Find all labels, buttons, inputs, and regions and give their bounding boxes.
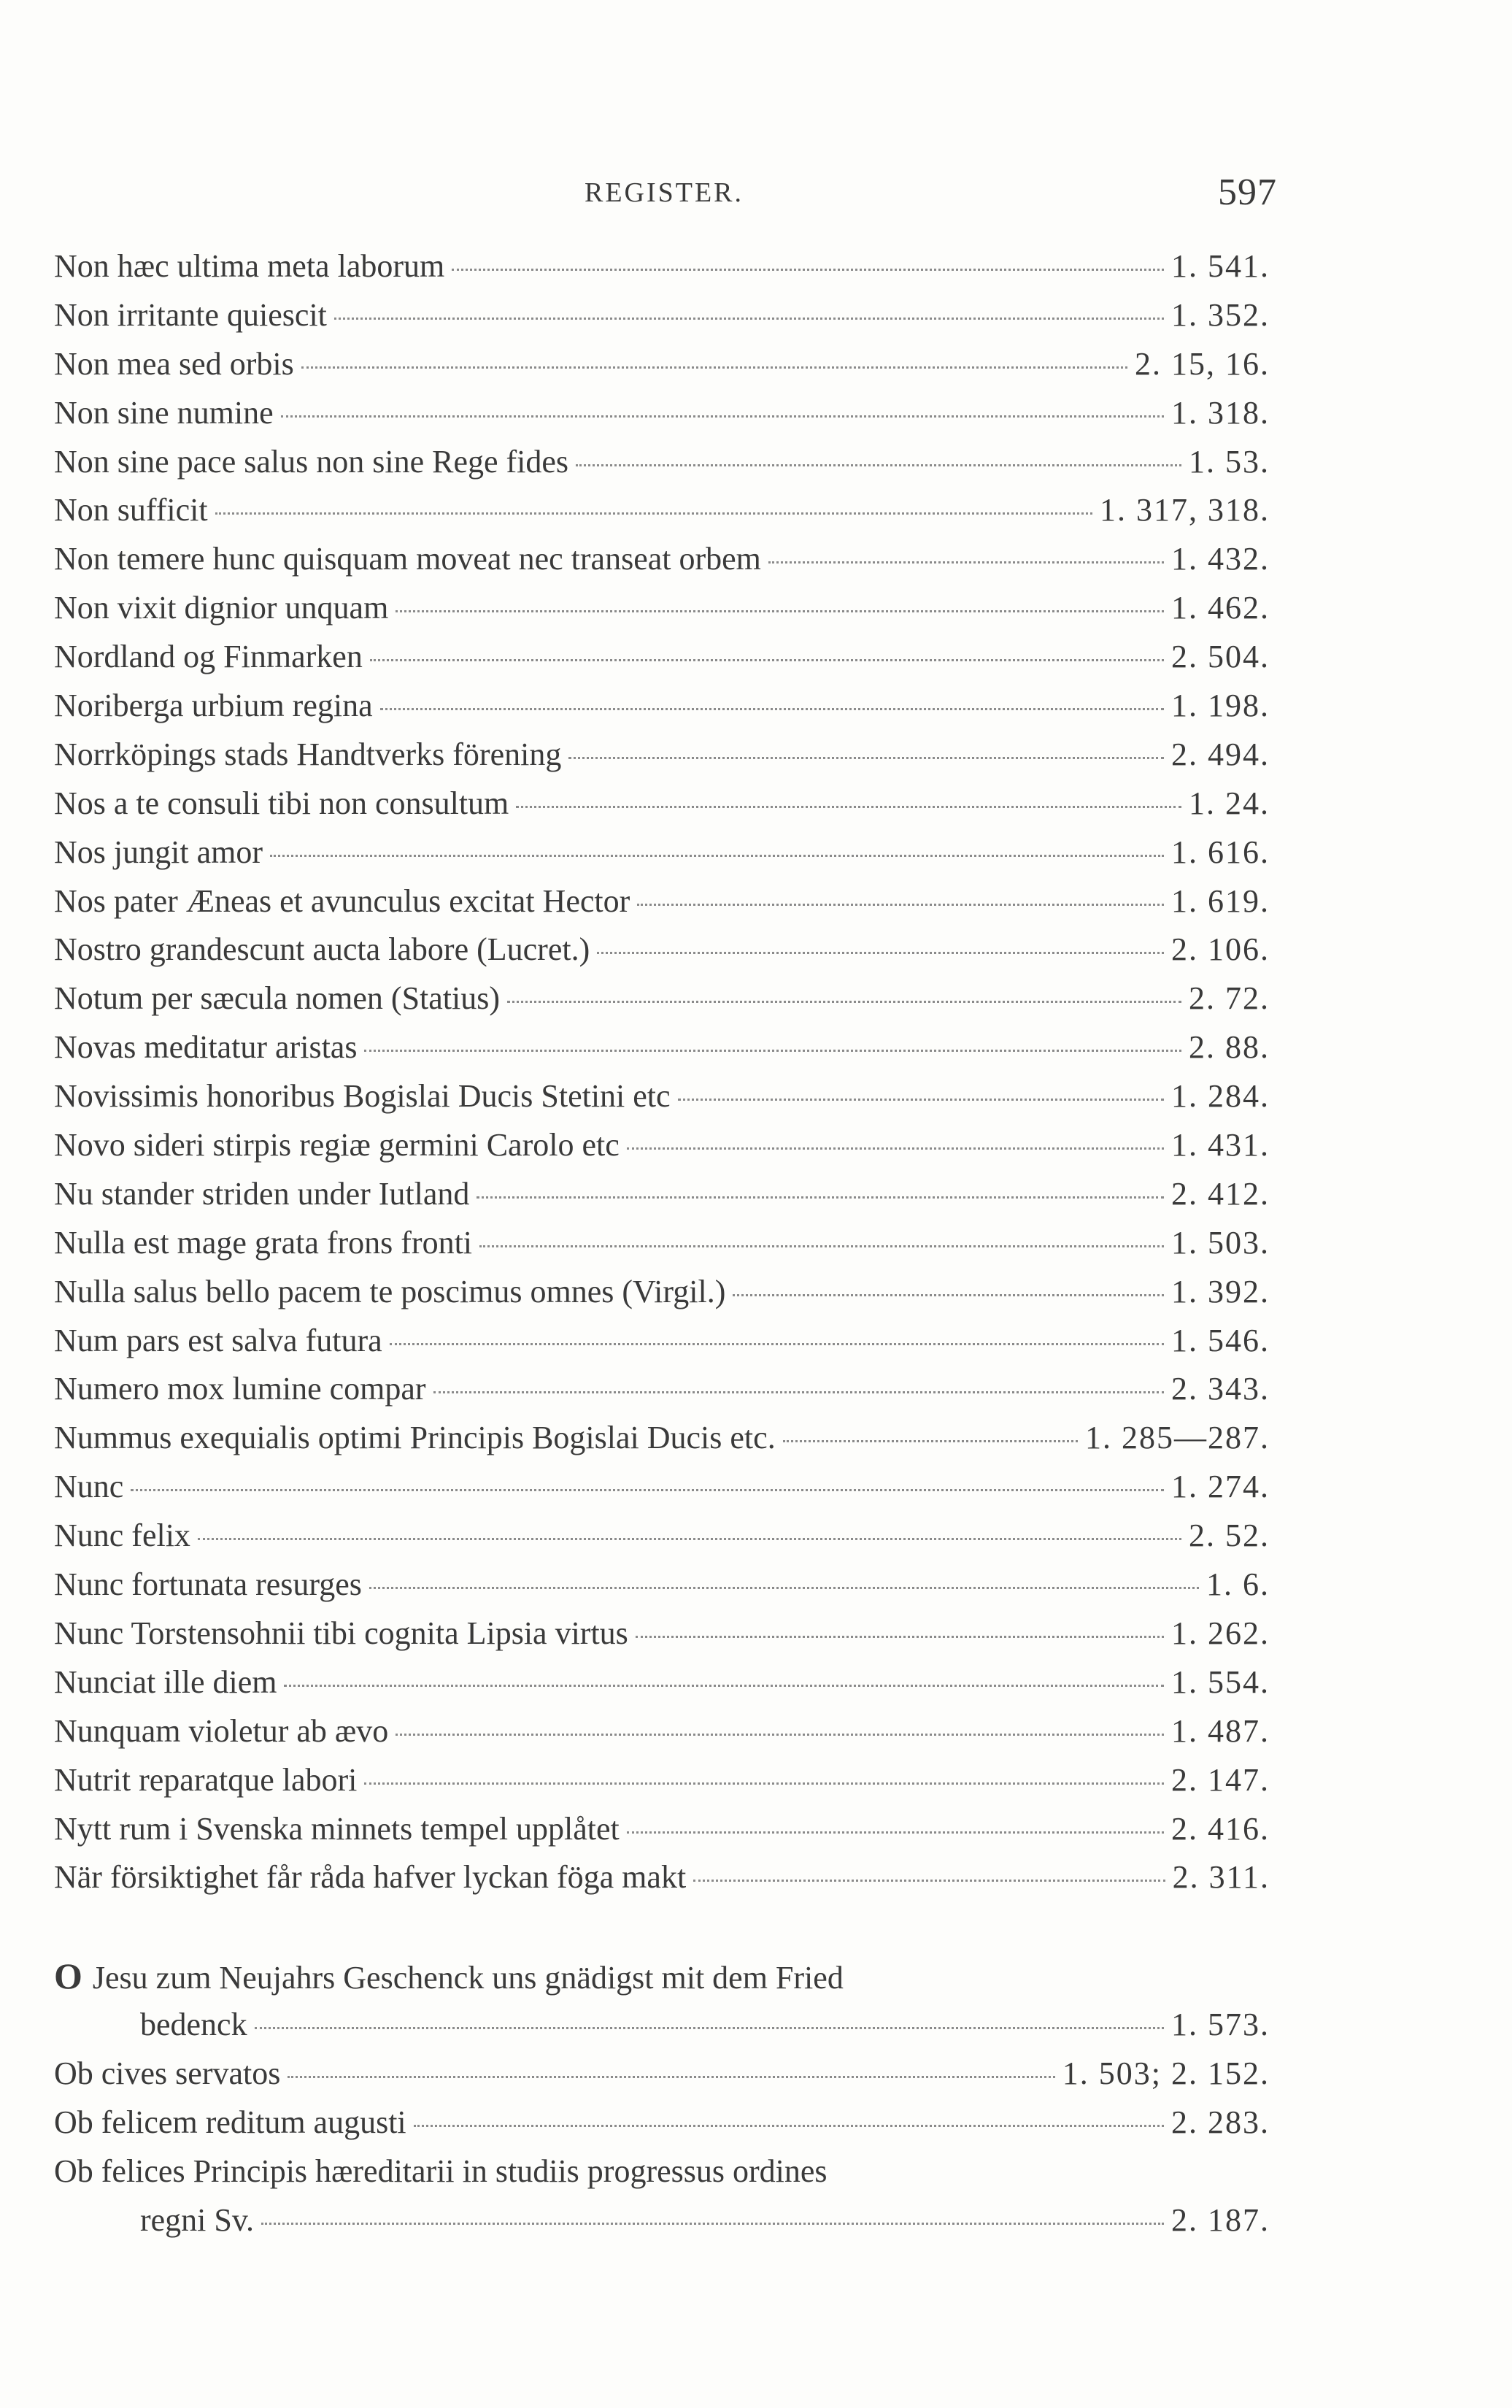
entry-reference: 1. 573. — [1171, 2007, 1270, 2043]
dot-leader — [637, 902, 1164, 906]
entry-reference: 2. 412. — [1171, 1175, 1270, 1212]
entry-title: Novo sideri stirpis regiæ germini Carolo etc — [54, 1127, 620, 1163]
entry-reference: 2. 187. — [1171, 2201, 1270, 2238]
entry-reference: 2. 416. — [1171, 1810, 1270, 1847]
entry-title: Numero mox lumine compar — [54, 1371, 426, 1407]
entry-title: Non hæc ultima meta laborum — [54, 248, 445, 284]
dot-leader — [364, 1781, 1164, 1785]
dot-leader — [433, 1390, 1164, 1393]
dropcap-letter: O — [54, 1955, 82, 1997]
dot-leader — [390, 1342, 1164, 1345]
list-item — [54, 1756, 1270, 1805]
entry-reference: 1. 53. — [1189, 443, 1270, 480]
dot-leader — [693, 1878, 1165, 1882]
list-item — [54, 2147, 1270, 2245]
entry-title: Novas meditatur aristas — [54, 1029, 358, 1066]
entry-reference: 2. 283. — [1171, 2104, 1270, 2140]
list-item — [54, 1121, 1270, 1170]
dot-leader — [733, 1293, 1164, 1296]
entry-reference: 1. 462. — [1171, 590, 1270, 626]
entry-title: När försiktighet får råda hafver lyckan föga makt — [54, 1859, 687, 1896]
dot-leader — [380, 707, 1164, 710]
entry-reference: 1. 262. — [1171, 1615, 1270, 1651]
entry-title: Nordland og Finmarken — [54, 639, 363, 675]
list-item — [54, 1219, 1270, 1268]
list-item — [54, 1609, 1270, 1658]
entry-reference: 1. 284. — [1171, 1078, 1270, 1115]
entry-reference: 1. 503. — [1171, 1224, 1270, 1261]
list-item — [54, 828, 1270, 877]
entry-title: Non temere hunc quisquam moveat nec transeat orbem — [54, 541, 761, 577]
entry-title: Non sufficit — [54, 492, 208, 528]
dot-leader — [396, 1732, 1164, 1736]
list-item — [54, 584, 1270, 633]
dot-leader — [678, 1097, 1164, 1101]
entry-title: Nunc felix — [54, 1517, 190, 1554]
entry-title: Jesu zum Neujahrs Geschenck uns gnädigst mit dem Fried — [92, 1960, 844, 1996]
entry-title: Nunc — [54, 1469, 124, 1505]
list-item — [54, 1707, 1270, 1756]
entry-title: Notum per sæcula nomen (Statius) — [54, 980, 501, 1017]
entry-reference: 1. 503; 2. 152. — [1062, 2055, 1270, 2092]
dot-leader — [452, 267, 1164, 271]
entry-title: Ob felicem reditum augusti — [54, 2104, 406, 2140]
dot-leader — [627, 1146, 1164, 1150]
entry-reference: 1. 487. — [1171, 1712, 1270, 1749]
entry-title: Nunc fortunata resurges — [54, 1566, 362, 1603]
entry-reference: 1. 616. — [1171, 834, 1270, 870]
entry-reference: 1. 431. — [1171, 1127, 1270, 1163]
entry-title: Num pars est salva futura — [54, 1322, 382, 1358]
list-item — [54, 682, 1270, 731]
dot-leader — [131, 1488, 1164, 1491]
dot-leader — [576, 463, 1181, 466]
entry-reference: 1. 274. — [1171, 1469, 1270, 1505]
running-title: REGISTER. — [584, 177, 744, 208]
list-item — [54, 438, 1270, 487]
dot-leader — [396, 609, 1164, 612]
entry-title: Nutrit reparatque labori — [54, 1761, 358, 1798]
entry-title: Nos pater Æneas et avunculus excitat Hector — [54, 882, 630, 919]
dot-leader — [369, 1585, 1199, 1589]
entry-reference: 1. 6. — [1206, 1566, 1270, 1603]
dot-leader — [334, 316, 1164, 320]
dot-leader — [370, 658, 1164, 661]
section-gap — [54, 1902, 1270, 1952]
dot-leader — [597, 950, 1164, 954]
entry-reference: 1. 554. — [1171, 1663, 1270, 1700]
list-item — [54, 389, 1270, 438]
dot-leader — [507, 999, 1181, 1003]
list-item — [54, 1805, 1270, 1854]
entry-reference: 1. 392. — [1171, 1273, 1270, 1309]
entry-reference: 2. 504. — [1171, 639, 1270, 675]
list-item — [54, 2099, 1270, 2147]
list-item — [54, 1072, 1270, 1121]
list-item — [54, 974, 1270, 1023]
list-item — [54, 1023, 1270, 1072]
entry-title: Ob felices Principis hæreditarii in studiis progressus ordines — [54, 2153, 828, 2189]
entry-title: Ob cives servatos — [54, 2055, 281, 2092]
list-item — [54, 1317, 1270, 1366]
entry-reference: 1. 546. — [1171, 1322, 1270, 1358]
entry-title: Nunquam violetur ab ævo — [54, 1712, 389, 1749]
dot-leader — [627, 1830, 1164, 1834]
entry-title: Nummus exequialis optimi Principis Bogislai Ducis etc. — [54, 1420, 776, 1456]
dot-leader — [568, 755, 1164, 759]
dot-leader — [270, 853, 1164, 857]
dot-leader — [479, 1244, 1164, 1247]
dot-leader — [783, 1439, 1078, 1442]
entry-reference: 1. 24. — [1189, 785, 1270, 821]
dot-leader — [215, 511, 1092, 515]
dot-leader — [261, 2221, 1164, 2225]
o-section — [54, 2050, 1270, 2147]
dot-leader — [516, 804, 1181, 808]
entry-title: Nytt rum i Svenska minnets tempel upplåtet — [54, 1810, 620, 1847]
list-item — [54, 731, 1270, 780]
page-number: 597 — [1218, 172, 1277, 213]
entry-title: Nos jungit amor — [54, 834, 263, 870]
entry-title: Non vixit dignior unquam — [54, 590, 389, 626]
entry-reference: 2. 52. — [1189, 1517, 1270, 1554]
entry-title: Noriberga urbium regina — [54, 688, 373, 724]
entry-reference: 2. 147. — [1171, 1761, 1270, 1798]
entry-reference: 2. 494. — [1171, 736, 1270, 772]
entry-reference: 1. 285—287. — [1085, 1420, 1270, 1456]
dot-leader — [301, 365, 1127, 369]
entry-reference: 1. 198. — [1171, 688, 1270, 724]
dot-leader — [288, 2074, 1054, 2078]
list-item — [54, 633, 1270, 682]
entry-reference: 2. 72. — [1189, 980, 1270, 1017]
dot-leader — [281, 414, 1164, 418]
entry-reference: 1. 318. — [1171, 394, 1270, 431]
dot-leader — [198, 1536, 1181, 1540]
entry-reference: 2. 15, 16. — [1135, 345, 1270, 382]
entry-title: Non mea sed orbis — [54, 345, 294, 382]
list-item — [54, 1463, 1270, 1512]
entry-title: Non sine numine — [54, 394, 274, 431]
dot-leader — [477, 1195, 1164, 1199]
entry-title: Non sine pace salus non sine Rege fides — [54, 443, 569, 480]
entry-title: Nu stander striden under Iutland — [54, 1175, 470, 1212]
entry-title: Novissimis honoribus Bogislai Ducis Stetini etc — [54, 1078, 671, 1115]
page-header — [51, 171, 1277, 215]
dot-leader — [284, 1683, 1164, 1687]
entry-title: Non irritante quiescit — [54, 296, 327, 333]
list-item — [54, 1561, 1270, 1609]
entry-reference: 2. 106. — [1171, 931, 1270, 968]
list-item — [54, 242, 1270, 291]
entry-title: Nos a te consuli tibi non consultum — [54, 785, 509, 821]
dot-leader — [255, 2026, 1164, 2029]
list-item — [54, 1952, 1270, 2050]
entry-reference: 1. 432. — [1171, 541, 1270, 577]
entry-title: Nunciat ille diem — [54, 1663, 277, 1700]
list-item — [54, 2050, 1270, 2099]
entry-reference: 1. 352. — [1171, 296, 1270, 333]
list-item — [54, 1170, 1270, 1219]
list-item — [54, 340, 1270, 389]
list-item — [54, 877, 1270, 926]
dot-leader — [768, 560, 1164, 563]
n-section — [54, 242, 1270, 1902]
entry-title-continued: regni Sv. — [140, 2201, 255, 2238]
entry-title: Norrköpings stads Handtverks förening — [54, 736, 562, 772]
list-item — [54, 1658, 1270, 1707]
list-item — [54, 1365, 1270, 1414]
dot-leader — [636, 1634, 1164, 1638]
list-item — [54, 926, 1270, 974]
list-item — [54, 1268, 1270, 1317]
list-item — [54, 291, 1270, 340]
entry-title: Nulla est mage grata frons fronti — [54, 1224, 473, 1261]
list-item — [54, 535, 1270, 584]
entry-reference: 1. 619. — [1171, 882, 1270, 919]
list-item — [54, 1512, 1270, 1561]
entry-reference: 2. 88. — [1189, 1029, 1270, 1066]
entry-reference: 1. 317, 318. — [1100, 492, 1270, 528]
entry-title: Nunc Torstensohnii tibi cognita Lipsia virtus — [54, 1615, 628, 1651]
register-list — [54, 242, 1270, 2245]
entry-reference: 2. 311. — [1172, 1859, 1270, 1896]
entry-title: Nulla salus bello pacem te poscimus omnes (Virgil.) — [54, 1273, 726, 1309]
list-item — [54, 780, 1270, 828]
entry-title-continued: bedenck — [140, 2007, 247, 2043]
entry-reference: 1. 541. — [1171, 248, 1270, 284]
list-item — [54, 1414, 1270, 1463]
list-item — [54, 486, 1270, 535]
entry-title: Nostro grandescunt aucta labore (Lucret.) — [54, 931, 590, 968]
dot-leader — [364, 1048, 1181, 1052]
dot-leader — [414, 2123, 1164, 2127]
list-item — [54, 1853, 1270, 1902]
entry-reference: 2. 343. — [1171, 1371, 1270, 1407]
